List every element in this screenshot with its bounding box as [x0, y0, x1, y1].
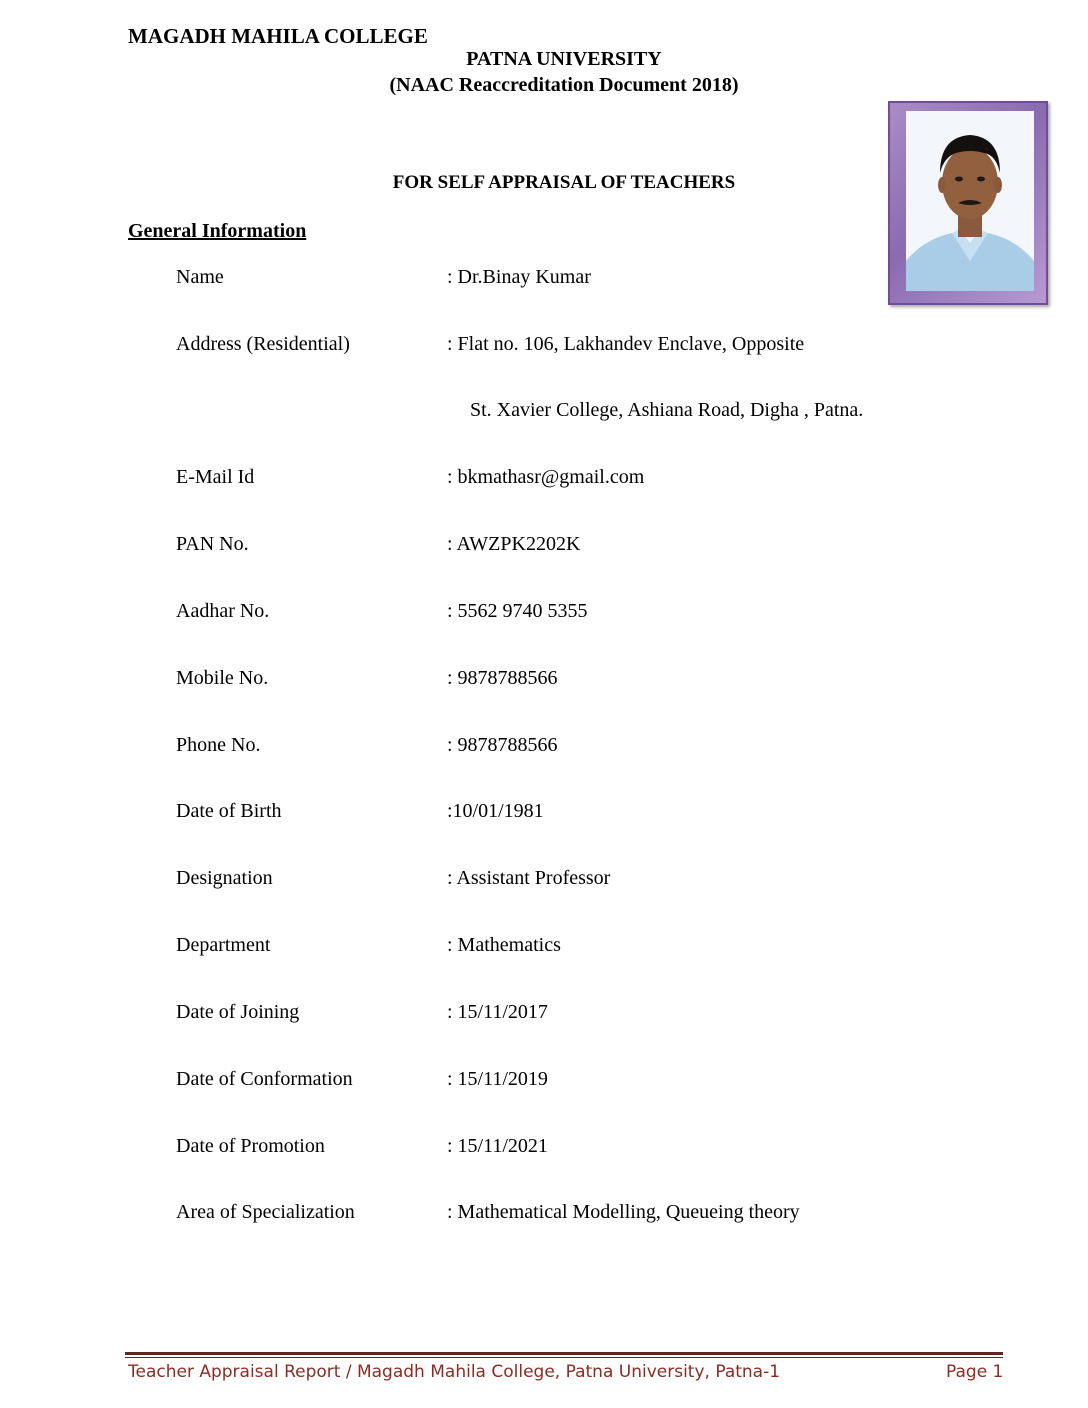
field-value: : 15/11/2017: [447, 1001, 548, 1023]
field-label: Department: [176, 934, 271, 956]
field-label: Designation: [176, 867, 273, 889]
field-value: : 15/11/2021: [447, 1135, 548, 1157]
field-value: : bkmathasr@gmail.com: [447, 466, 645, 488]
field-label: Date of Birth: [176, 800, 282, 822]
section-title: General Information: [128, 220, 307, 242]
profile-photo-frame: [888, 101, 1048, 305]
footer-rule: [125, 1352, 1003, 1355]
field-label: Area of Specialization: [176, 1201, 355, 1223]
field-value: : Dr.Binay Kumar: [447, 266, 591, 288]
field-label: PAN No.: [176, 533, 249, 555]
field-value: : 5562 9740 5355: [447, 600, 588, 622]
field-label: Date of Conformation: [176, 1068, 353, 1090]
field-label: E-Mail Id: [176, 466, 255, 488]
field-value: St. Xavier College, Ashiana Road, Digha , Patna.: [470, 399, 864, 421]
field-value: : 9878788566: [447, 734, 558, 756]
field-value: : Flat no. 106, Lakhandev Enclave, Opposite: [447, 333, 805, 355]
college-name: MAGADH MAHILA COLLEGE: [128, 24, 428, 48]
field-label: Mobile No.: [176, 667, 269, 689]
field-value: :10/01/1981: [447, 800, 544, 822]
page-number: Page 1: [946, 1362, 1004, 1382]
field-label: Date of Joining: [176, 1001, 300, 1023]
field-value: : 15/11/2019: [447, 1068, 548, 1090]
document-subtitle: (NAAC Reaccreditation Document 2018): [389, 74, 739, 96]
field-label: Date of Promotion: [176, 1135, 325, 1157]
field-label: Name: [176, 266, 224, 288]
university-name: PATNA UNIVERSITY: [466, 48, 662, 70]
form-title: FOR SELF APPRAISAL OF TEACHERS: [392, 172, 736, 193]
profile-photo: [906, 111, 1034, 291]
footer-rule-thin: [125, 1357, 1003, 1358]
field-value: : Assistant Professor: [447, 867, 611, 889]
field-value: : 9878788566: [447, 667, 558, 689]
field-value: : AWZPK2202K: [447, 533, 581, 555]
person-portrait-icon: [906, 111, 1034, 291]
field-label: Phone No.: [176, 734, 261, 756]
field-value: : Mathematics: [447, 934, 561, 956]
field-label: Address (Residential): [176, 333, 350, 355]
footer-text: Teacher Appraisal Report / Magadh Mahila College, Patna University, Patna-1: [128, 1362, 781, 1382]
field-label: Aadhar No.: [176, 600, 270, 622]
field-value: : Mathematical Modelling, Queueing theory: [447, 1201, 800, 1223]
